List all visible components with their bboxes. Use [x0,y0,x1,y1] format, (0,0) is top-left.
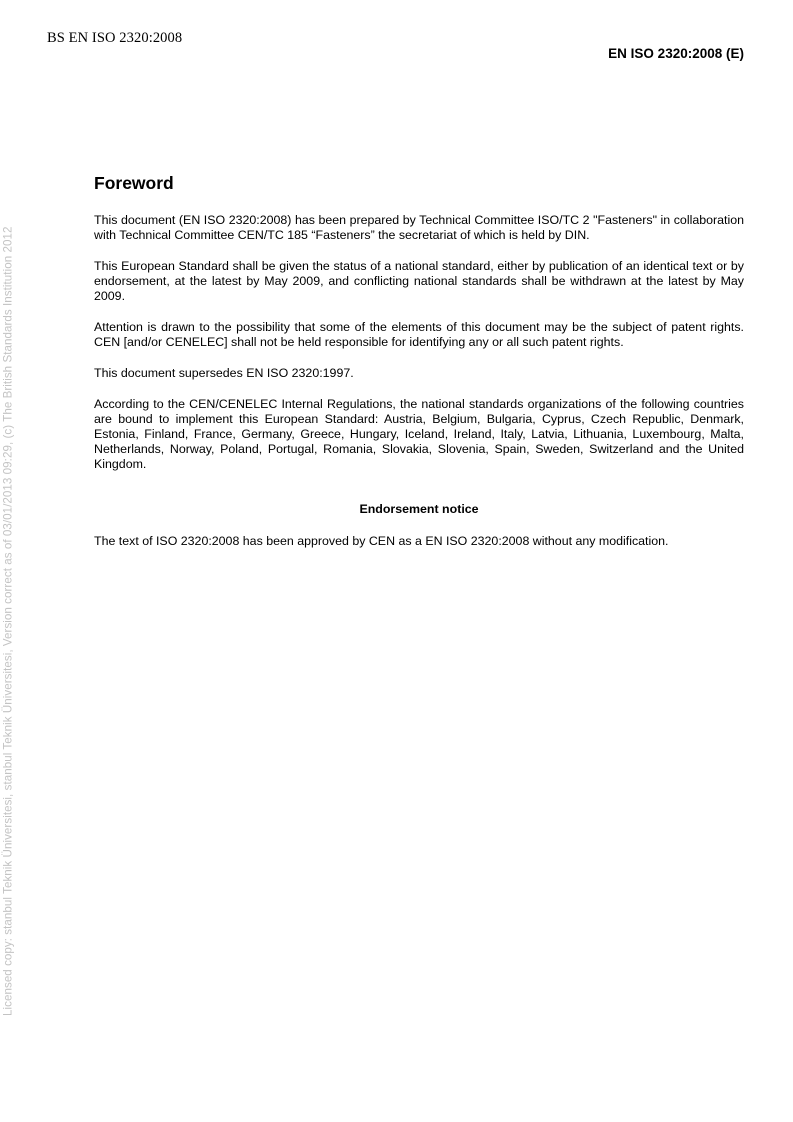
bs-standard-number: BS EN ISO 2320:2008 [47,30,183,46]
foreword-paragraph-prepared-by: This document (EN ISO 2320:2008) has been prepared by Technical Committee ISO/TC 2 "Fasteners" in collaboration with Technical Committee CEN/TC 185 “Fasteners” the secretariat of which is held by DIN. [94,213,744,242]
foreword-paragraph-status: This European Standard shall be given the status of a national standard, either by publication of an identical text or by endorsement, at the latest by May 2009, and conflicting national standards shall be withdrawn at the latest by May 2009. [94,259,744,303]
foreword-paragraph-countries: According to the CEN/CENELEC Internal Regulations, the national standards organizations of the following countries are bound to implement this European Standard: Austria, Belgium, Bulgaria, Cyprus, Czech Republic, Denmark, Estonia, Finland, France, Germany, Greece, Hungary, Iceland, Ireland, Italy, Latvia, Lithuania, Luxembourg, Malta, Netherlands, Norway, Poland, Portugal, Romania, Slovakia, Slovenia, Spain, Sweden, Switzerland and the United Kingdom. [94,397,744,471]
endorsement-notice-heading: Endorsement notice [359,502,479,516]
license-watermark-text: Licensed copy: stanbul Teknik Üniversitesi, stanbul Teknik Üniversitesi, Version correct as of 03/01/2013 09:29, (c) The British Standards Institution 2012 [1,226,15,1016]
license-watermark [0,0,16,1122]
foreword-title: Foreword [94,173,174,193]
iso-standard-number: EN ISO 2320:2008 (E) [608,46,744,61]
foreword-paragraph-supersedes: This document supersedes EN ISO 2320:1997. [94,366,354,380]
foreword-paragraph-patent-rights: Attention is drawn to the possibility that some of the elements of this document may be the subject of patent rights. CEN [and/or CENELEC] shall not be held responsible for identifying any or all such patent rights. [94,320,744,349]
document-body [94,172,744,565]
endorsement-notice-text: The text of ISO 2320:2008 has been approved by CEN as a EN ISO 2320:2008 without any modification. [94,534,669,548]
